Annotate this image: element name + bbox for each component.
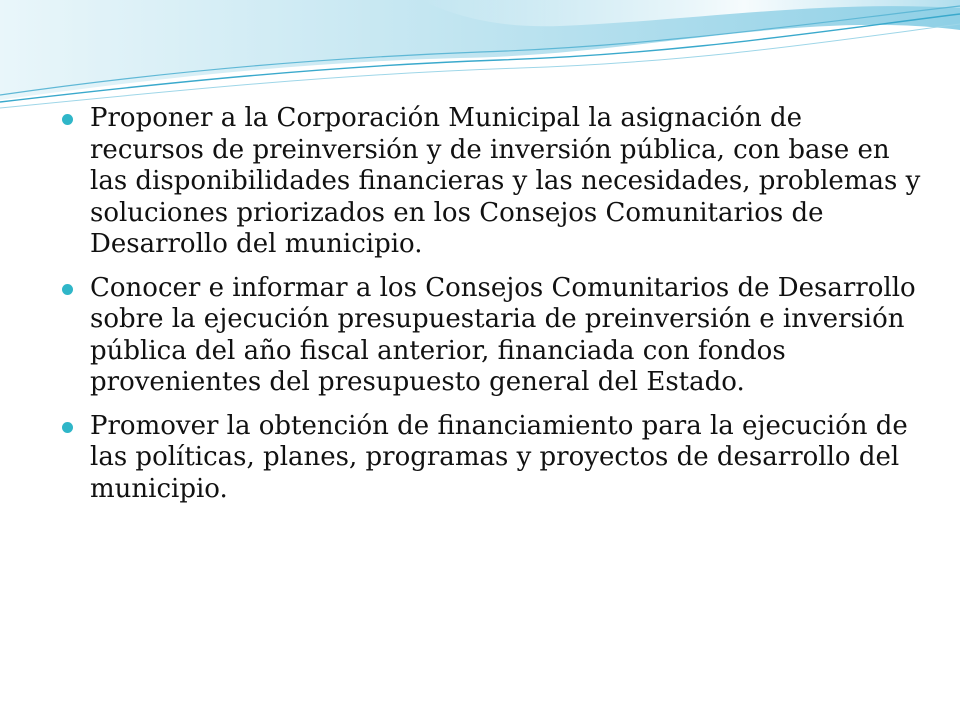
bullet-text: Proponer a la Corporación Municipal la asignación de recursos de preinversión y de inversión pública, con base en las disponibilidades financieras y las necesidades, problemas y soluciones priorizados en los Consejos Comunitarios de Desarrollo del municipio.: [90, 103, 921, 259]
bullet-dot-icon: [62, 422, 73, 433]
bullet-text: Promover la obtención de financiamiento para la ejecución de las políticas, planes, programas y proyectos de desarrollo del municipio.: [90, 410, 908, 504]
bullet-dot-icon: [62, 114, 73, 125]
bullet-text: Conocer e informar a los Consejos Comunitarios de Desarrollo sobre la ejecución presupuestaria de preinversión e inversión pública del año fiscal anterior, financiada con fondos provenientes del presupuesto general del Estado.: [90, 272, 916, 397]
bullet-dot-icon: [62, 284, 73, 295]
wave-header-decoration: [0, 0, 960, 110]
bullet-item: [62, 273, 922, 399]
bullet-item: [62, 103, 922, 261]
bullet-item: [62, 411, 922, 506]
bullet-list: [62, 103, 922, 517]
